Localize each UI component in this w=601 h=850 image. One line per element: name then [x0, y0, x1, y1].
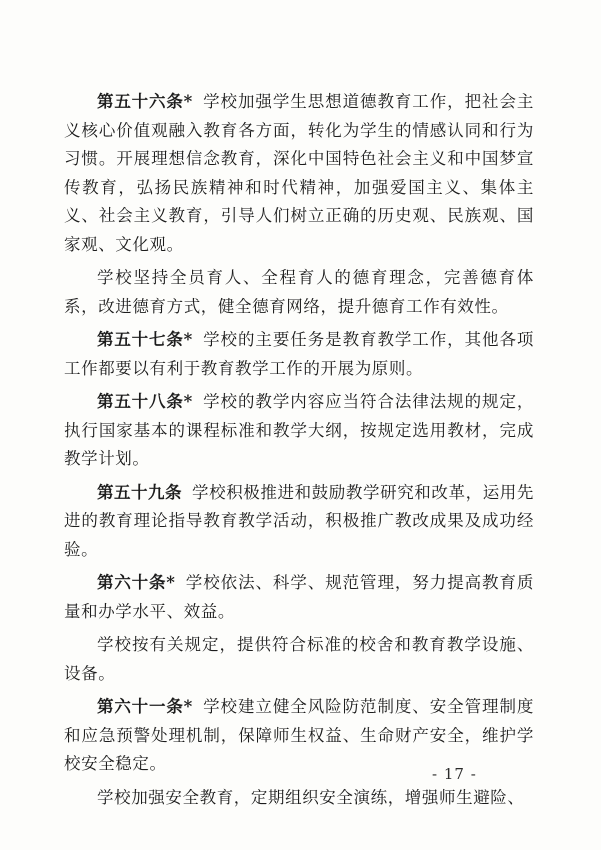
article-56-paragraph: [64, 88, 534, 259]
article-57-label: 第五十七条*: [97, 330, 193, 349]
article-57-text: 学校的主要任务是教育教学工作，其他各项工作都要以有利于教育教学工作的开展为原则。: [64, 330, 534, 378]
article-59-paragraph: [64, 479, 534, 565]
article-59-label: 第五十九条: [97, 482, 182, 502]
article-56-label: 第五十六条*: [97, 92, 193, 111]
article-60-paragraph-2: [64, 631, 534, 688]
article-61-paragraph-2: [64, 784, 534, 813]
body-text: [64, 88, 534, 817]
article-61-text: 学校建立健全风险防范制度、安全管理制度和应急预警处理机制，保障师生权益、生命财产安全，维护学校安全稳定。: [64, 697, 534, 773]
article-59-text: 学校积极推进和鼓励教学研究和改革，运用先进的教育理论指导教育教学活动，积极推广教改成果及成功经验。: [64, 482, 534, 559]
article-61-label: 第六十一条*: [97, 697, 193, 716]
article-56-paragraph-2: [64, 264, 534, 321]
article-60-text-2: 学校按有关规定，提供符合标准的校舍和教育教学设施、设备。: [64, 635, 534, 683]
article-56-text-2: 学校坚持全员育人、全程育人的德育理念，完善德育体系，改进德育方式，健全德育网络，提升德育工作有效性。: [64, 268, 534, 316]
article-58-paragraph: [64, 388, 534, 474]
article-60-paragraph: [64, 569, 534, 626]
article-58-label: 第五十八条*: [97, 392, 193, 411]
article-60-text: 学校依法、科学、规范管理，努力提高教育质量和办学水平、效益。: [64, 573, 535, 621]
article-60-label: 第六十条*: [97, 573, 176, 592]
article-61-text-2: 学校加强安全教育，定期组织安全演练，增强师生避险、: [97, 787, 525, 807]
article-57-paragraph: [64, 326, 534, 383]
article-58-text: 学校的教学内容应当符合法律法规的规定，执行国家基本的课程标准和教学大纲，按规定选用教材，完成教学计划。: [64, 392, 534, 468]
article-56-text: 学校加强学生思想道德教育工作，把社会主义核心价值观融入教育各方面，转化为学生的情感认同和行为习惯。开展理想信念教育，深化中国特色社会主义和中国梦宣传教育，弘扬民族精神和时代精神，加强爱国主义、集体主义、社会主义教育，引导人们树立正确的历史观、民族观、国家观、文化观。: [64, 92, 534, 254]
page-number: - 17 -: [432, 765, 477, 783]
